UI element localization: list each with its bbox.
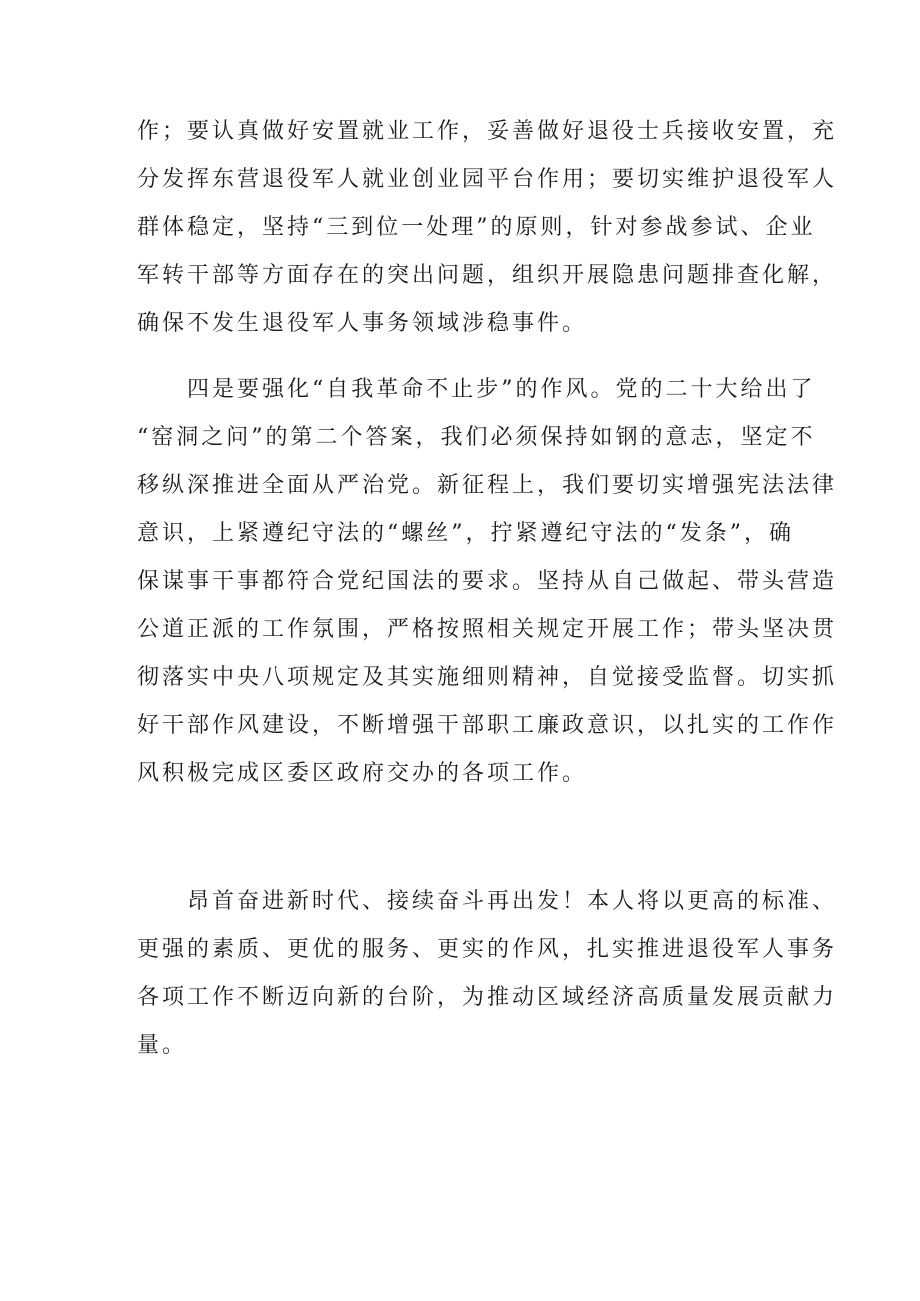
paragraph-1-line-3: 群体稳定，坚持“三到位一处理”的原则，针对参战参试、企业: [137, 215, 816, 240]
paragraph-3-line-2: 更强的素质、更优的服务、更实的作风，扎实推进退役军人事务: [137, 937, 838, 962]
paragraph-2-line-3: 移纵深推进全面从严治党。新征程上，我们要切实增强宪法法律: [137, 473, 838, 498]
paragraph-2-line-4: 意识，上紧遵纪守法的“螺丝”，拧紧遵纪守法的“发条”，确: [137, 521, 794, 546]
paragraph-2-line-2: “窑洞之问”的第二个答案，我们必须保持如钢的意志，坚定不: [137, 425, 816, 450]
paragraph-2-line-5: 保谋事干事都符合党纪国法的要求。坚持从自己做起、带头营造: [137, 569, 838, 594]
paragraph-2-line-7: 彻落实中央八项规定及其实施细则精神，自觉接受监督。切实抓: [137, 665, 838, 690]
paragraph-3-line-3: 各项工作不断迈向新的台阶，为推动区域经济高质量发展贡献力: [137, 985, 838, 1010]
paragraph-2-line-1: 四是要强化“自我革命不止步”的作风。党的二十大给出了: [187, 377, 816, 402]
paragraph-2-line-6: 公道正派的工作氛围，严格按照相关规定开展工作；带头坚决贯: [137, 617, 838, 642]
paragraph-3-line-1: 昂首奋进新时代、接续奋斗再出发！本人将以更高的标准、: [187, 889, 838, 914]
paragraph-3-line-4: 量。: [137, 1033, 188, 1058]
paragraph-2-line-9: 风积极完成区委区政府交办的各项工作。: [137, 761, 588, 786]
paragraph-1-line-5: 确保不发生退役军人事务领域涉稳事件。: [137, 311, 588, 336]
paragraph-1-line-2: 分发挥东营退役军人就业创业园平台作用；要切实维护退役军人: [137, 167, 838, 192]
paragraph-2-line-8: 好干部作风建设，不断增强干部职工廉政意识，以扎实的工作作: [137, 713, 838, 738]
paragraph-1-line-4: 军转干部等方面存在的突出问题，组织开展隐患问题排查化解，: [137, 263, 838, 288]
paragraph-1-line-1: 作；要认真做好安置就业工作，妥善做好退役士兵接收安置，充: [137, 119, 838, 144]
